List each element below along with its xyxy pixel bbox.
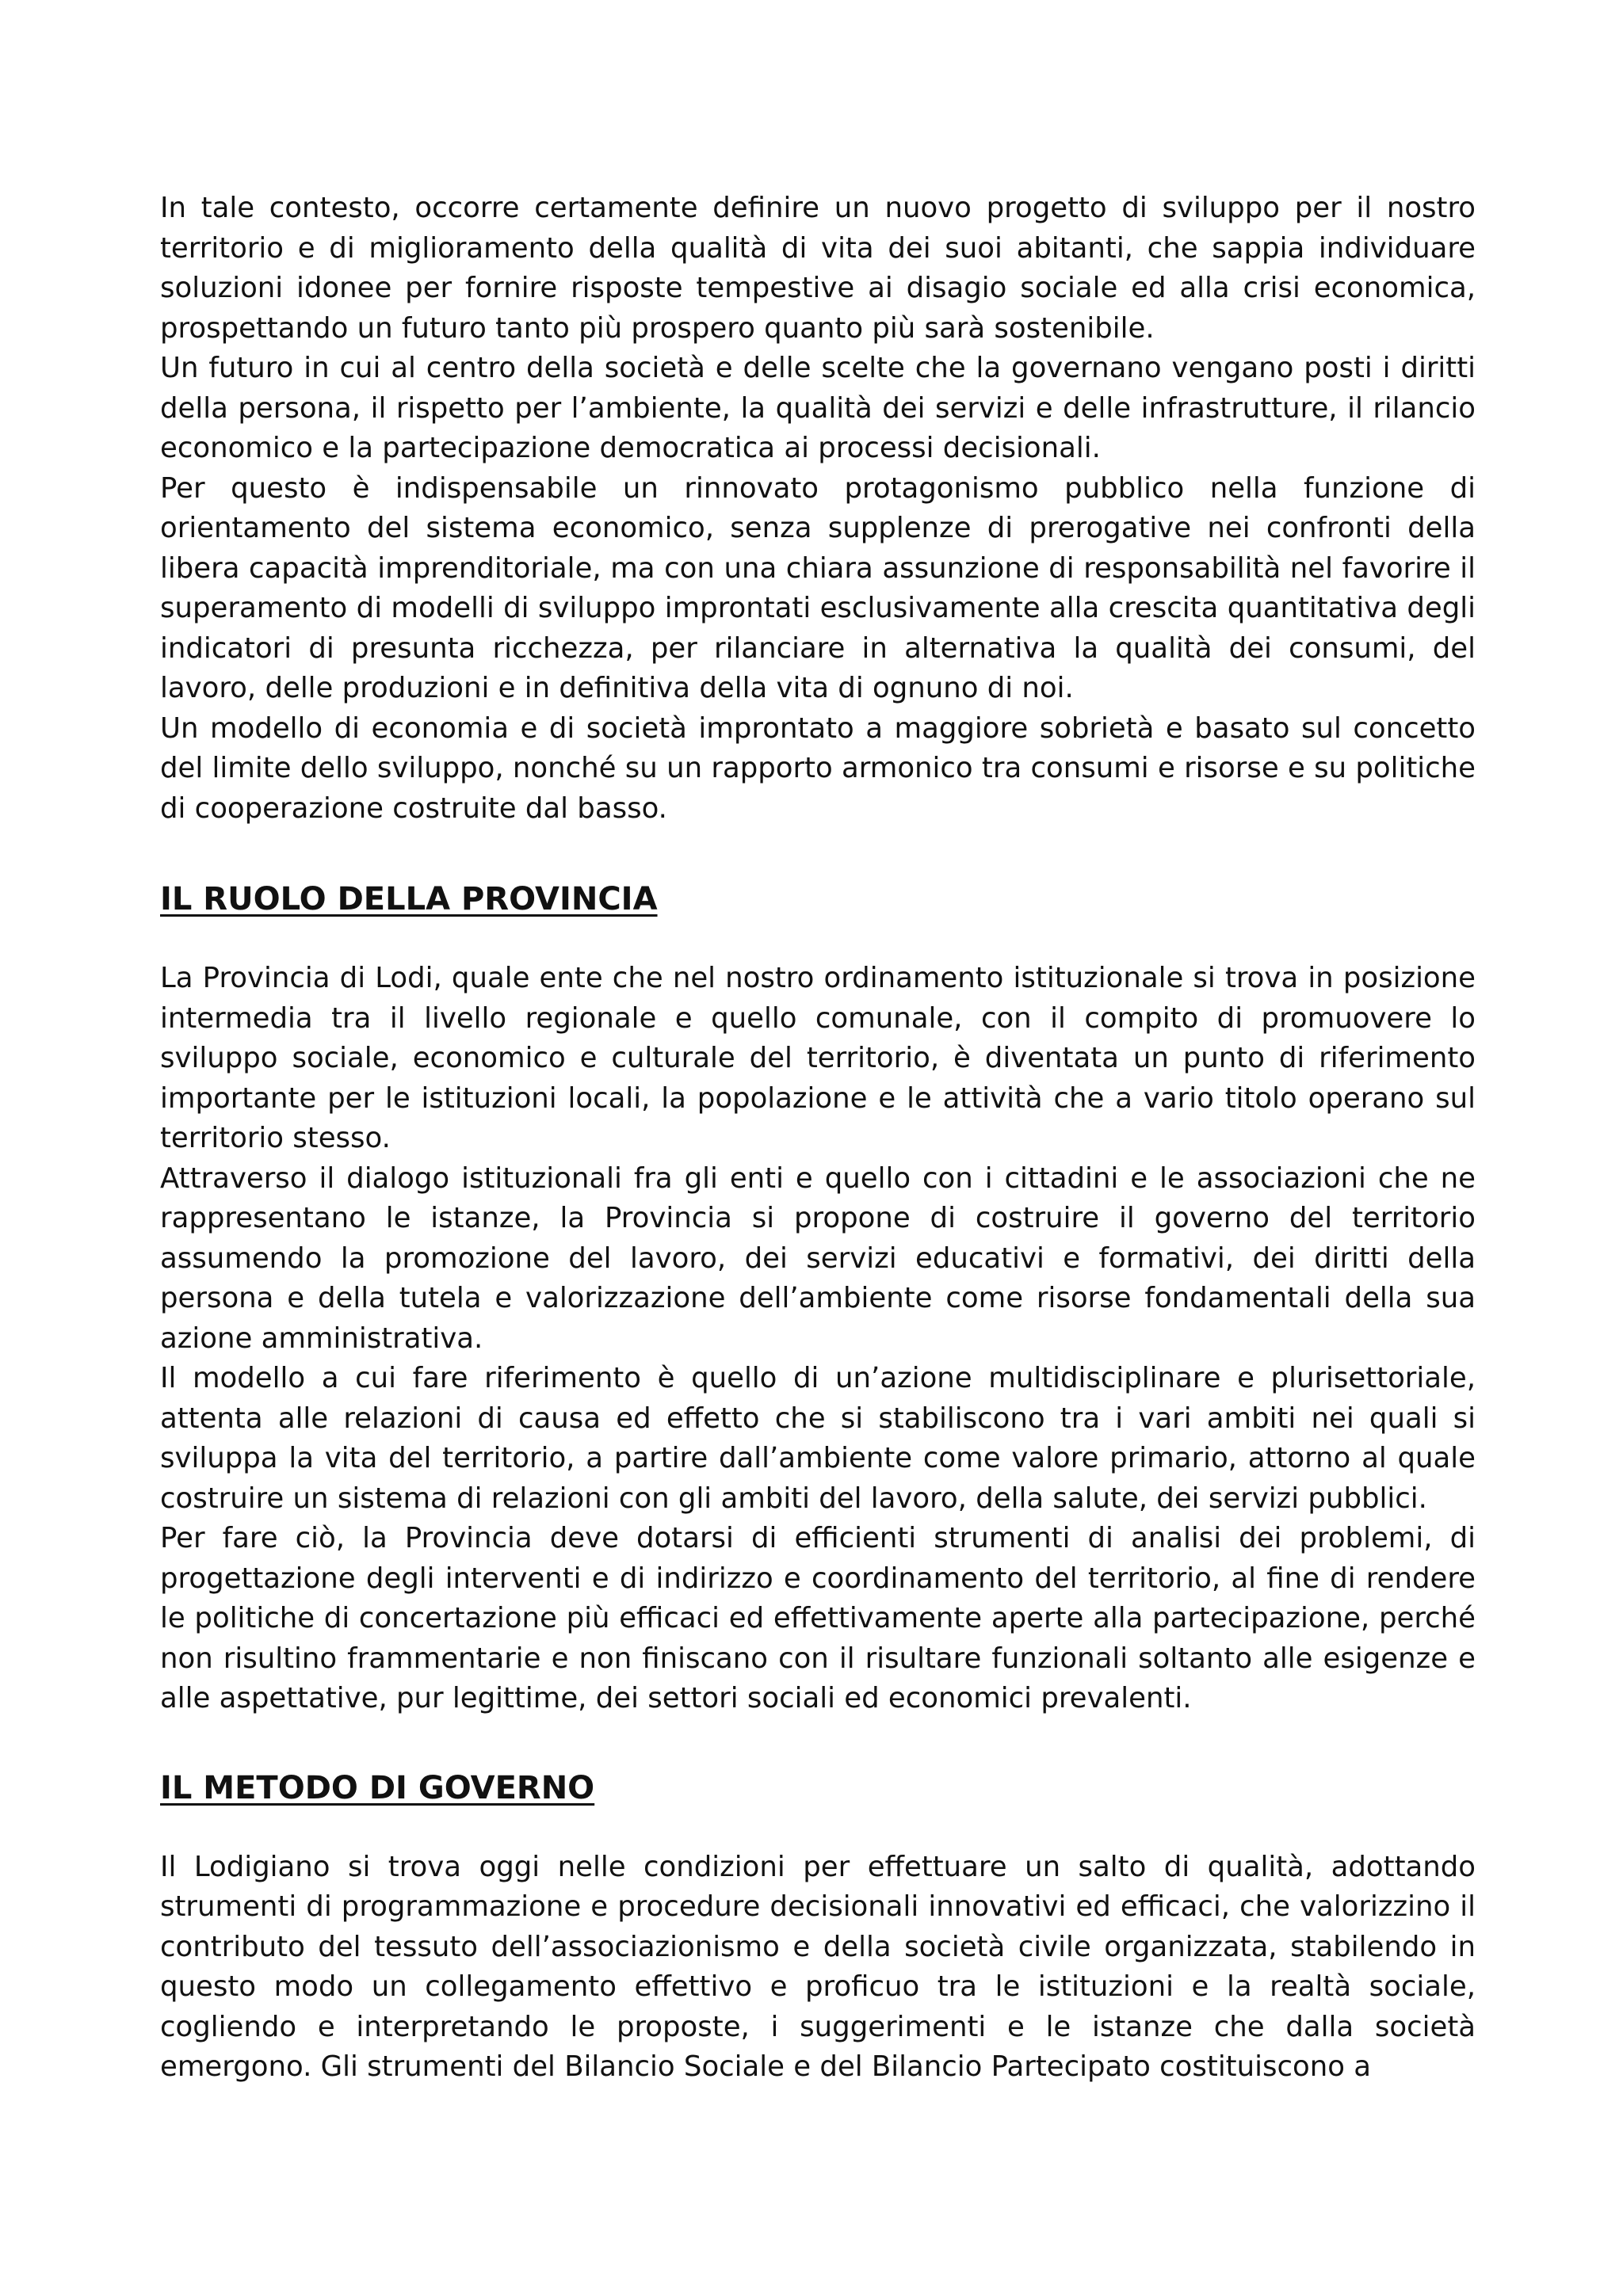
intro-paragraph-3: Per questo è indispensabile un rinnovato protagonismo pubblico nella funzione di orientamento del sistema economico, senza supplenze di prerogative nei confronti della libera capacità imprenditoriale, ma con una chiara assunzione di responsabilità nel favorire il superamento di modelli di sviluppo improntati esclusivamente alla crescita quantitativa degli indicatori di presunta ricchezza, per rilanciare in alternativa la qualità dei consumi, del lavoro, delle produzioni e in definitiva della vita di ognuno di noi. [160,471,1476,704]
provincia-paragraph-2: Attraverso il dialogo istituzionali fra gli enti e quello con i cittadini e le associazioni che ne rappresentano le istanze, la Provincia si propone di costruire il governo del territorio assumendo la promozione del lavoro, dei servizi educativi e formativi, dei diritti della persona e della tutela e valorizzazione dell’ambiente come risorse fondamentali della sua azione amministrativa. [160,1161,1476,1355]
provincia-paragraph-1: La Provincia di Lodi, quale ente che nel nostro ordinamento istituzionale si trova in posizione intermedia tra il livello regionale e quello comunale, con il compito di promuovere lo sviluppo sociale, economico e culturale del territorio, è diventata un punto di riferimento importante per le istituzioni locali, la popolazione e le attività che a vario titolo operano sul territorio stesso. [160,962,1476,1154]
heading-ruolo-provincia: IL RUOLO DELLA PROVINCIA [160,881,658,917]
provincia-paragraph-4: Per fare ciò, la Provincia deve dotarsi di efficienti strumenti di analisi dei problemi, di progettazione degli interventi e di indirizzo e coordinamento del territorio, al fine di rendere le politiche di concertazione più efficaci ed effettivamente aperte alla partecipazione, perché non risultino frammentarie e non finiscano con il risultare funzionali soltanto alle esigenze e alle aspettative, pur legittime, dei settori sociali ed economici prevalenti. [160,1522,1476,1714]
intro-paragraph-2: Un futuro in cui al centro della società e delle scelte che la governano vengano posti i diritti della persona, il rispetto per l’ambiente, la qualità dei servizi e delle infrastrutture, il rilancio economico e la partecipazione democratica ai processi decisionali. [160,352,1476,464]
metodo-paragraph-1: Il Lodigiano si trova oggi nelle condizioni per effettuare un salto di qualità, adottando strumenti di programmazione e procedure decisionali innovativi ed efficaci, che valorizzino il contributo del tessuto dell’associazionismo e della società civile organizzata, stabilendo in questo modo un collegamento effettivo e proficuo tra le istituzioni e la realtà sociale, cogliendo e interpretando le proposte, i suggerimenti e le istanze che dalla società emergono. Gli strumenti del Bilancio Sociale e del Bilancio Partecipato costituiscono a [160,1850,1476,2083]
provincia-paragraph-3: Il modello a cui fare riferimento è quello di un’azione multidisciplinare e plurisettoriale, attenta alle relazioni di causa ed effetto che si stabiliscono tra i vari ambiti nei quali si sviluppa la vita del territorio, a partire dall’ambiente come valore primario, attorno al quale costruire un sistema di relazioni con gli ambiti del lavoro, della salute, dei servizi pubblici. [160,1362,1476,1515]
heading-metodo-governo: IL METODO DI GOVERNO [160,1769,595,1806]
document-page [160,189,1476,2088]
intro-paragraph-4: Un modello di economia e di società improntato a maggiore sobrietà e basato sul concetto del limite dello sviluppo, nonché su un rapporto armonico tra consumi e risorse e su politiche di cooperazione costruite dal basso. [160,711,1476,825]
intro-paragraph-1: In tale contesto, occorre certamente definire un nuovo progetto di sviluppo per il nostro territorio e di miglioramento della qualità di vita dei suoi abitanti, che sappia individuare soluzioni idonee per fornire risposte tempestive ai disagio sociale ed alla crisi economica, prospettando un futuro tanto più prospero quanto più sarà sostenibile. [160,192,1476,345]
